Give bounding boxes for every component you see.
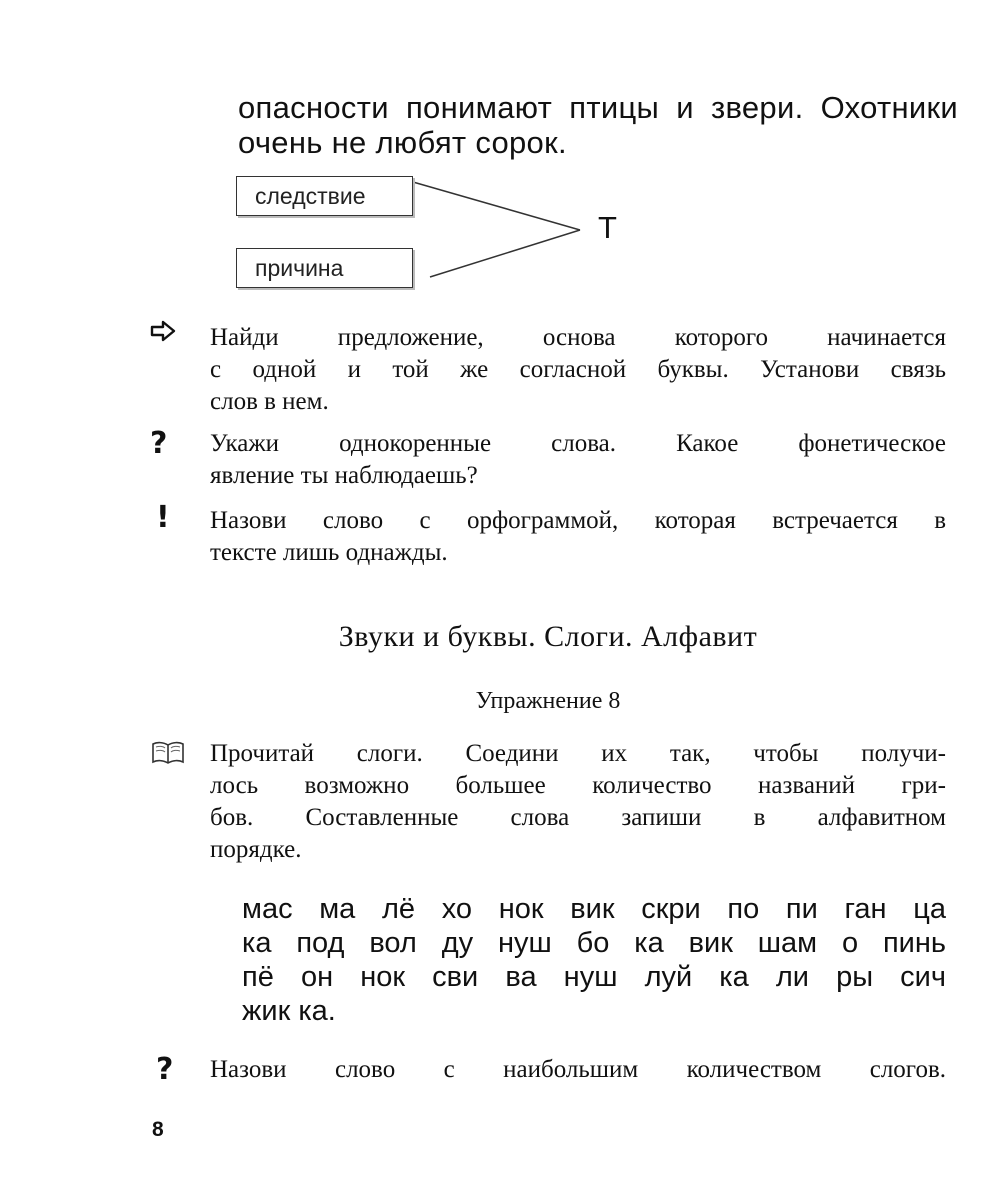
- task-line: Назови слово с орфограммой, которая встречается в: [210, 507, 946, 534]
- task-line: бов. Составленные слова запиши в алфавитном: [210, 804, 946, 831]
- question-icon: ?: [156, 1052, 174, 1087]
- task-arrow: [210, 322, 946, 418]
- exclamation-icon: !: [156, 500, 170, 535]
- syllables-block: [242, 892, 946, 1028]
- task-line: Укажи однокоренные слова. Какое фонетическое: [210, 430, 946, 457]
- syllable-line: мас ма лё хо нок вик скри по пи ган ца: [242, 893, 946, 925]
- book-icon: [150, 740, 186, 770]
- arrow-icon: [150, 320, 176, 346]
- task-line: Найди предложение, основа которого начинается: [210, 324, 946, 351]
- task-final-question: [210, 1054, 946, 1086]
- task-exercise: [210, 738, 946, 866]
- box-cause-label: причина: [255, 254, 344, 281]
- cause-effect-diagram: [230, 168, 650, 298]
- task-line: явление ты наблюдаешь?: [210, 462, 478, 489]
- task-line: слов в нем.: [210, 388, 329, 415]
- box-effect: [236, 176, 413, 216]
- connector-line-bottom: [430, 230, 580, 277]
- reading-line: опасности понимают птицы и звери. Охотники: [238, 90, 958, 125]
- page-number: 8: [152, 1118, 164, 1141]
- task-exclamation: [210, 505, 946, 569]
- syllable-line: ка под вол ду нуш бо ка вик шам о пинь: [242, 927, 946, 959]
- reading-text: [238, 90, 958, 160]
- task-line: лось возможно большее количество названий гри-: [210, 772, 946, 799]
- reading-line: очень не любят сорок.: [238, 125, 567, 160]
- box-cause: [236, 248, 413, 288]
- question-icon: ?: [150, 426, 168, 461]
- task-line: Прочитай слоги. Соедини их так, чтобы получи-: [210, 740, 946, 767]
- task-line: тексте лишь однажды.: [210, 539, 448, 566]
- syllable-line: пё он нок сви ва нуш луй ка ли ры сич: [242, 961, 946, 993]
- connector-line-top: [413, 182, 580, 230]
- box-effect-label: следствие: [255, 182, 366, 209]
- task-line: с одной и той же согласной буквы. Установи связь: [210, 356, 946, 383]
- task-line: порядке.: [210, 836, 302, 863]
- exercise-title: Упражнение 8: [475, 688, 621, 714]
- task-line: Назови слово с наибольшим количеством слогов.: [210, 1056, 946, 1083]
- task-question: [210, 428, 946, 492]
- diagram-letter: Т: [598, 210, 617, 245]
- section-heading: Звуки и буквы. Слоги. Алфавит: [338, 620, 758, 653]
- syllable-line: жик ка.: [242, 995, 336, 1027]
